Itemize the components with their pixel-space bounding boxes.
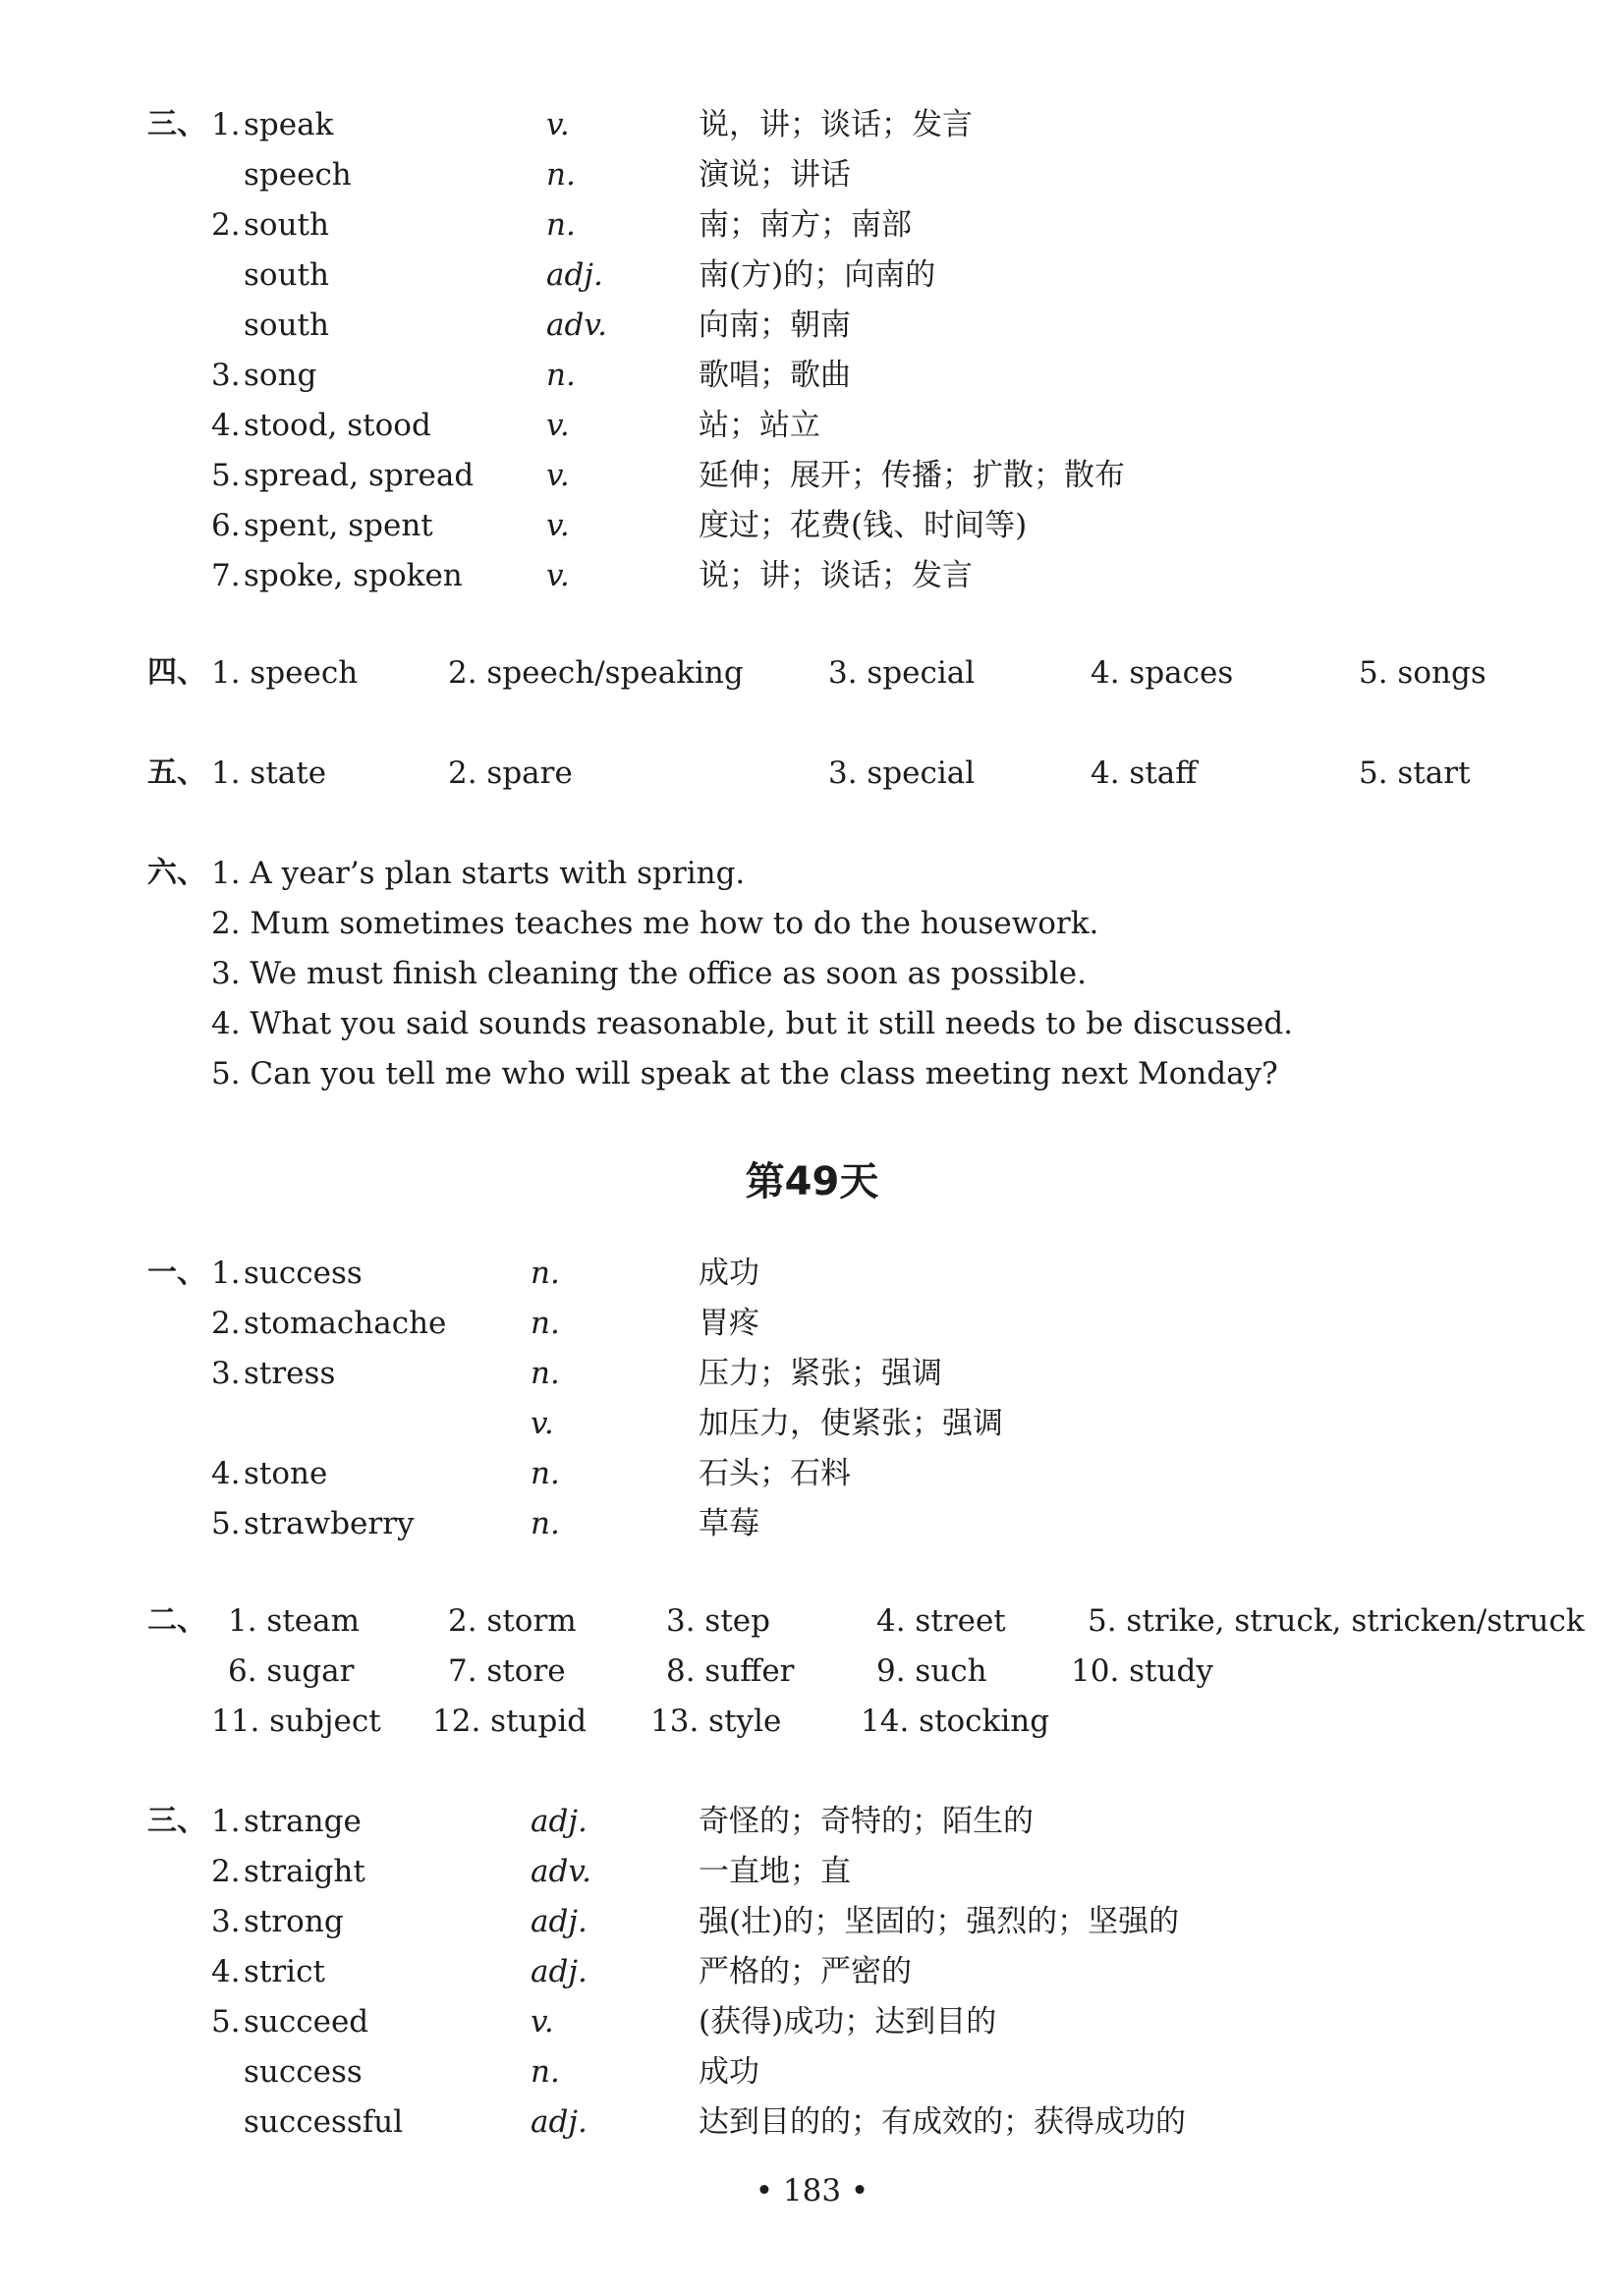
- answer-item: 7. store: [448, 1653, 566, 1689]
- part-of-speech: adv.: [546, 308, 608, 343]
- word: straight: [244, 1854, 365, 1889]
- part-of-speech: n.: [531, 1256, 560, 1291]
- answer-item: 9. such: [876, 1653, 987, 1689]
- meaning: 度过；花费(钱、时间等): [699, 508, 1028, 543]
- word: speech: [244, 157, 352, 193]
- meaning: 达到目的的；有成效的；获得成功的: [699, 2104, 1186, 2140]
- item-number: 1.: [211, 1804, 241, 1839]
- meaning: 站；站立: [699, 408, 820, 443]
- answer-item: 6. sugar: [228, 1653, 355, 1689]
- part-of-speech: n.: [531, 2054, 560, 2090]
- part-of-speech: n.: [531, 1306, 560, 1341]
- word: stomachache: [244, 1306, 447, 1341]
- part-of-speech: n.: [546, 157, 576, 193]
- meaning: 说，讲；谈话；发言: [699, 107, 973, 142]
- answer-item: 8. suffer: [666, 1653, 795, 1689]
- item-number: 2.: [211, 207, 241, 243]
- word: speak: [244, 107, 334, 142]
- item-number: 7.: [211, 558, 241, 593]
- meaning: 一直地；直: [699, 1854, 851, 1889]
- item-number: 1.: [211, 107, 241, 142]
- part-of-speech: v.: [546, 508, 570, 543]
- part-of-speech: n.: [546, 358, 576, 393]
- item-number: 4.: [211, 1954, 241, 1989]
- part-of-speech: adj.: [531, 1954, 588, 1989]
- answer-item: 4. staff: [1091, 755, 1198, 791]
- meaning: 严格的；严密的: [699, 1954, 912, 1989]
- word: spoke, spoken: [244, 558, 463, 593]
- section-marker: 三、: [147, 1804, 206, 1838]
- meaning: 胃疼: [699, 1306, 759, 1341]
- meaning: 南；南方；南部: [699, 207, 912, 243]
- sentence: 3. We must finish cleaning the office as soon as possible.: [211, 956, 1088, 991]
- part-of-speech: n.: [546, 207, 576, 243]
- item-number: 2.: [211, 1854, 241, 1889]
- sentence: 5. Can you tell me who will speak at the class meeting next Monday?: [211, 1056, 1278, 1091]
- word: success: [244, 1256, 363, 1291]
- answer-item: 14. stocking: [861, 1704, 1050, 1739]
- word: south: [244, 257, 329, 293]
- word: stood, stood: [244, 408, 431, 443]
- page-number: • 183 •: [755, 2173, 869, 2209]
- section-marker: 五、: [147, 755, 206, 790]
- sentence: 4. What you said sounds reasonable, but it still needs to be discussed.: [211, 1006, 1294, 1041]
- word: stone: [244, 1456, 328, 1491]
- word: success: [244, 2054, 363, 2090]
- meaning: 加压力，使紧张；强调: [699, 1406, 1003, 1441]
- day-heading: 第49天: [745, 1159, 879, 1204]
- part-of-speech: v.: [546, 458, 570, 493]
- meaning: 南(方)的；向南的: [699, 257, 936, 293]
- part-of-speech: adv.: [531, 1854, 592, 1889]
- meaning: 歌唱；歌曲: [699, 358, 851, 393]
- part-of-speech: v.: [546, 408, 570, 443]
- part-of-speech: v.: [531, 2004, 554, 2040]
- section-marker: 三、: [147, 107, 206, 141]
- meaning: 说；讲；谈话；发言: [699, 558, 973, 593]
- word: spent, spent: [244, 508, 433, 543]
- item-number: 5.: [211, 1506, 241, 1541]
- item-number: 5.: [211, 2004, 241, 2040]
- meaning: (获得)成功；达到目的: [699, 2004, 997, 2040]
- word: succeed: [244, 2004, 369, 2040]
- answer-item: 4. street: [876, 1603, 1006, 1639]
- answer-item: 2. storm: [448, 1603, 577, 1639]
- meaning: 演说；讲话: [699, 157, 851, 193]
- answer-item: 2. spare: [448, 755, 573, 791]
- item-number: 4.: [211, 408, 241, 443]
- answer-item: 4. spaces: [1091, 655, 1234, 691]
- part-of-speech: v.: [531, 1406, 554, 1441]
- word: spread, spread: [244, 458, 475, 493]
- item-number: 3.: [211, 1904, 241, 1939]
- word: successful: [244, 2104, 404, 2140]
- answer-item: 12. stupid: [432, 1704, 588, 1739]
- part-of-speech: n.: [531, 1456, 560, 1491]
- word: strange: [244, 1804, 362, 1839]
- answer-item: 3. step: [666, 1603, 770, 1639]
- part-of-speech: n.: [531, 1506, 560, 1541]
- meaning: 成功: [699, 2054, 759, 2090]
- word: stress: [244, 1356, 336, 1391]
- word: strong: [244, 1904, 344, 1939]
- meaning: 压力；紧张；强调: [699, 1356, 942, 1391]
- answer-item: 1. state: [211, 755, 327, 791]
- meaning: 向南；朝南: [699, 308, 851, 343]
- meaning: 石头；石料: [699, 1456, 851, 1491]
- meaning: 延伸；展开；传播；扩散；散布: [699, 458, 1125, 493]
- answer-item: 3. special: [828, 755, 976, 791]
- item-number: 5.: [211, 458, 241, 493]
- meaning: 成功: [699, 1256, 759, 1291]
- item-number: 1.: [211, 1256, 241, 1291]
- answer-item: 1. speech: [211, 655, 359, 691]
- meaning: 奇怪的；奇特的；陌生的: [699, 1804, 1034, 1839]
- part-of-speech: adj.: [546, 257, 603, 293]
- part-of-speech: adj.: [531, 1804, 588, 1839]
- answer-item: 3. special: [828, 655, 976, 691]
- answer-item: 13. style: [650, 1704, 782, 1739]
- part-of-speech: n.: [531, 1356, 560, 1391]
- answer-item: 2. speech/speaking: [448, 655, 744, 691]
- part-of-speech: v.: [546, 558, 570, 593]
- part-of-speech: adj.: [531, 2104, 588, 2140]
- word: strawberry: [244, 1506, 415, 1541]
- section-marker: 一、: [147, 1256, 206, 1290]
- meaning: 强(壮)的；坚固的；强烈的；坚强的: [699, 1904, 1180, 1939]
- part-of-speech: adj.: [531, 1904, 588, 1939]
- answer-item: 1. steam: [228, 1603, 361, 1639]
- section-marker: 四、: [147, 655, 206, 690]
- item-number: 3.: [211, 358, 241, 393]
- item-number: 6.: [211, 508, 241, 543]
- answer-item: 10. study: [1071, 1653, 1213, 1689]
- item-number: 4.: [211, 1456, 241, 1491]
- sentence: 1. A year’s plan starts with spring.: [211, 856, 746, 891]
- sentence: 2. Mum sometimes teaches me how to do the housework.: [211, 906, 1099, 941]
- word: south: [244, 207, 329, 243]
- answer-item: 5. strike, struck, stricken/struck: [1088, 1603, 1585, 1639]
- answer-item: 5. songs: [1359, 655, 1486, 691]
- word: song: [244, 358, 317, 393]
- section-marker: 六、: [147, 856, 206, 890]
- meaning: 草莓: [699, 1506, 759, 1541]
- word: south: [244, 308, 329, 343]
- part-of-speech: v.: [546, 107, 570, 142]
- item-number: 2.: [211, 1306, 241, 1341]
- word: strict: [244, 1954, 325, 1989]
- answer-item: 5. start: [1359, 755, 1471, 791]
- answer-item: 11. subject: [211, 1704, 381, 1739]
- item-number: 3.: [211, 1356, 241, 1391]
- section-marker: 二、: [147, 1603, 206, 1638]
